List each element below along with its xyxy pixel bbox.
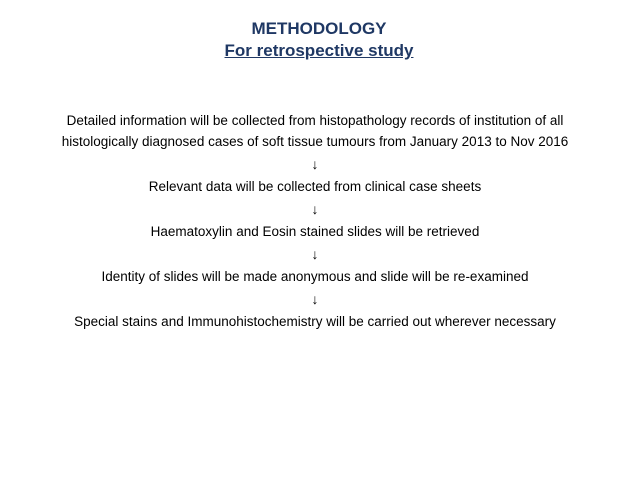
down-arrow-icon: ↓ [311,156,319,172]
flow-step-4: Identity of slides will be made anonymous and slide will be re-examined [101,269,529,284]
flow-step-1: Detailed information will be collected from histopathology records of institution of all histologically diagnosed cases of soft tissue tumours from January 2013 to Nov 2016 [61,113,569,149]
down-arrow-icon: ↓ [311,291,319,307]
down-arrow-icon: ↓ [311,201,319,217]
flow-step-2: Relevant data will be collected from clinical case sheets [148,179,482,194]
flow-step-3: Haematoxylin and Eosin stained slides will be retrieved [150,224,480,239]
down-arrow-icon: ↓ [311,246,319,262]
flow-step-5: Special stains and Immunohistochemistry will be carried out wherever necessary [74,314,556,329]
page-title: METHODOLOGY [251,19,387,38]
title-block [0,18,638,62]
page-subtitle: For retrospective study [224,41,414,60]
methodology-flowchart [60,110,570,332]
